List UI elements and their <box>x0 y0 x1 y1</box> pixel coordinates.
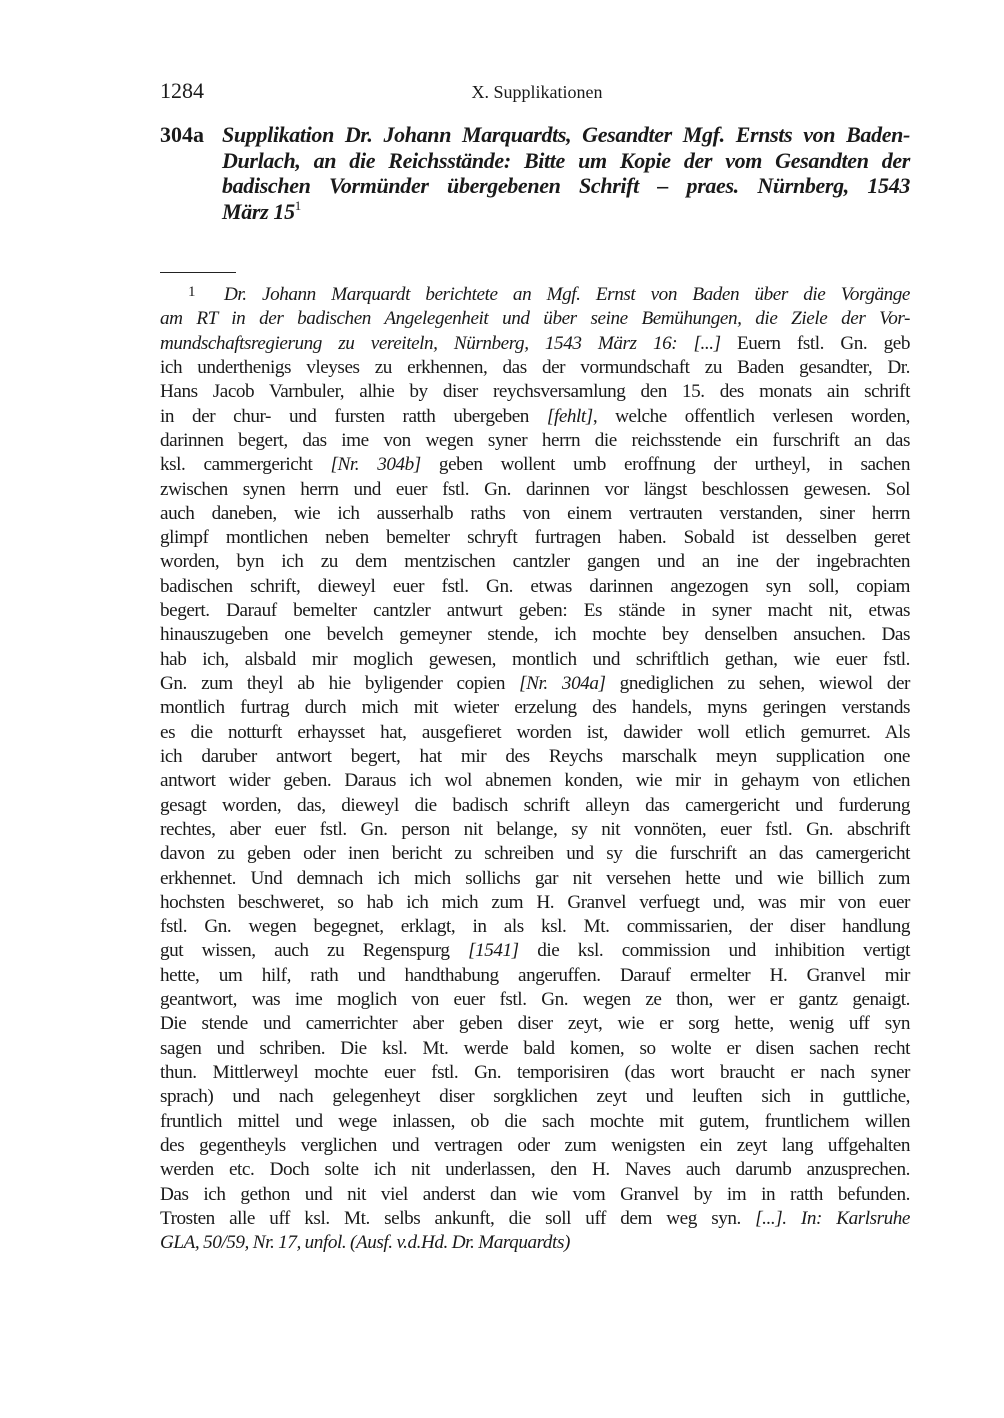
title-line: badischen Vormünder übergebenen Schrift – praes. Nürnberg, 1543 <box>222 173 910 199</box>
text: geantwort, was ime moglich von euer fstl. Gn. wegen ze thon, wer er gantz genaigt. <box>160 989 910 1011</box>
footnote-line <box>160 769 910 793</box>
text: ich daruber antwort begert, hat mir des Reychs marschalk meyn supplication one <box>160 745 910 767</box>
text: sagen und schriben. Die ksl. Mt. werde bald komen, so wolte er disen sachen recht <box>160 1037 910 1059</box>
italic-text: [fehlt] <box>546 405 593 427</box>
footnote-line <box>160 1085 910 1109</box>
footnote-line <box>160 891 910 915</box>
text: hochsten beschweret, so hab ich mich zum H. Granvel verfuegt und, was mir von euer <box>160 891 910 913</box>
footnote-line <box>160 453 910 477</box>
text: antwort wider geben. Daraus ich wol abnemen konden, wie mir in gehaym von etlichen <box>160 770 910 792</box>
footnote-line <box>160 915 910 939</box>
footnote-line <box>160 332 910 356</box>
text: montlich furtrag durch mich mit wieter erzelung des handels, myns geringen verstands <box>160 697 910 719</box>
footnote-separator <box>160 272 236 273</box>
text: werden etc. Doch solte ich nit underlassen, den H. Naves auch darumb anzusprechen. <box>160 1159 910 1181</box>
italic-text: [Nr. 304a] <box>519 673 606 694</box>
footnote-line <box>160 550 910 574</box>
italic-text: Dr. Johann Marquardt berichtete an Mgf. Ernst von Baden über die Vorgänge <box>224 284 910 305</box>
text: sprach) und nach gelegenheyt diser sorgklichen zeyt und leuften sich in guttliche, <box>160 1086 910 1108</box>
italic-text: [...]. In: Karlsruhe <box>755 1207 910 1229</box>
document-number: 304a <box>160 122 204 147</box>
text: , welche offentlich verlesen worden, <box>592 405 910 427</box>
footnote-line <box>160 842 910 866</box>
text: darinnen begert, das ime von wegen syner herrn die reichsstende ein furschrift an das <box>160 429 910 451</box>
text: die ksl. commission und inhibition vertigt <box>518 940 910 962</box>
text: Trosten alle uff ksl. Mt. selbs ankunft, die soll uff dem weg syn. <box>160 1207 756 1229</box>
text: Das ich gethon und nit viel anderst dan wie vom Granvel by im in ratth befunden. <box>160 1183 910 1205</box>
text: gesagt worden, das, dieweyl die badisch schrift alleyn das camergericht und furderung <box>160 794 910 816</box>
text: erkhennet. Und demnach ich mich sollichs gar nit versehen hette und wie billich zum <box>160 867 910 889</box>
italic-text: [Nr. 304b] <box>330 454 421 476</box>
footnote-number: 1 <box>188 284 196 300</box>
text: badischen schrift, dieweyl euer fstl. Gn. etwas darinnen angezogen syn soll, copiam <box>160 575 910 597</box>
text: davon zu geben oder inen bericht zu schreiben und sy die furschrift an das camergericht <box>160 843 910 865</box>
text: hette, um hilf, rath und handthabung angeruffen. Darauf ermelter H. Granvel mir <box>160 964 910 986</box>
footnote-line <box>160 1134 910 1158</box>
footnote-line <box>160 623 910 647</box>
italic-text: [1541] <box>468 940 519 962</box>
document-title <box>222 122 910 224</box>
footnote-line <box>160 672 910 696</box>
footnote-line <box>160 575 910 599</box>
text: begert. Darauf bemelter cantzler antwurt geben: Es stände in syner macht nit, etwas <box>160 600 910 622</box>
footnote-line <box>160 1231 910 1255</box>
footnote-line <box>160 478 910 502</box>
text: Die stende und camerrichter aber geben diser zeyt, wie er sorg hette, wenig uff syn <box>160 1013 910 1035</box>
title-line <box>222 199 910 225</box>
title-line-text: März 15 <box>222 198 295 224</box>
footnote-line <box>160 1061 910 1085</box>
footnote-line <box>160 280 910 307</box>
italic-text: GLA, 50/59, Nr. 17, unfol. (Ausf. v.d.Hd. Dr. Marquardts) <box>160 1232 570 1254</box>
footnote-line <box>160 648 910 672</box>
text: Gn. zum theyl ab hie byligender copien <box>160 673 520 694</box>
footnote-line <box>160 307 910 331</box>
text: glimpf montlichen neben bemelter schryft furtragen haben. Sobald ist desselben geret <box>160 527 910 549</box>
text: gut wissen, auch zu Regenspurg <box>160 940 469 962</box>
footnote-line <box>160 1110 910 1134</box>
footnote-line <box>160 867 910 891</box>
text: Hans Jacob Varnbuler, alhie by diser reychsversamlung den 15. des monats ain schrift <box>160 381 910 403</box>
footnote-reference[interactable]: 1 <box>294 197 301 213</box>
text: des gegentheyls verglichen und vertragen oder zum wenigsten ein zeyt lang uffgehalten <box>160 1134 910 1156</box>
footnote-line <box>160 1012 910 1036</box>
running-head: X. Supplikationen <box>471 82 603 102</box>
italic-text: mundschaftsregierung zu vereiteln, Nürnberg, 1543 März 16: [...] <box>160 332 721 354</box>
footnote-line <box>160 380 910 404</box>
footnote-line <box>160 794 910 818</box>
footnote-line <box>160 429 910 453</box>
footnote-line <box>160 526 910 550</box>
text: auch daneben, wie ich ausserhalb raths von einem vertrauten verstanden, siner herrn <box>160 502 910 524</box>
text: hinauszugeben one bevelch gemeyner stende, ich mochte bey denselben ansuchen. Das <box>160 624 910 646</box>
italic-text: am RT in der badischen Angelegenheit und über seine Bemühungen, die Ziele der Vor- <box>160 308 910 330</box>
text: worden, byn ich zu dem mentzischen cantzler gangen und an ine der ingebrachten <box>160 551 910 573</box>
footnote-line <box>160 964 910 988</box>
text: gnediglichen zu sehen, wiewol der <box>605 673 910 694</box>
footnote-line <box>160 939 910 963</box>
footnote-line <box>160 818 910 842</box>
text: Euern fstl. Gn. geb <box>720 332 910 354</box>
text: fstl. Gn. wegen begegnet, erklagt, in als ksl. Mt. commissarien, der diser handlung <box>160 916 910 938</box>
title-line: Supplikation Dr. Johann Marquardts, Gesandter Mgf. Ernsts von Baden- <box>222 122 910 147</box>
footnote-line <box>160 988 910 1012</box>
footnote-line <box>160 1183 910 1207</box>
footnote-line <box>160 405 910 429</box>
footnote-line <box>160 1158 910 1182</box>
text: thun. Mittlerweyl mochte euer fstl. Gn. temporisiren (das wort braucht er nach syner <box>160 1062 910 1083</box>
footnote-line <box>160 696 910 720</box>
footnote-line <box>160 599 910 623</box>
page-number: 1284 <box>160 78 204 103</box>
text: ksl. cammergericht <box>160 454 331 476</box>
footnote-line <box>160 356 910 380</box>
footnote <box>160 280 910 1256</box>
footnote-line <box>160 721 910 745</box>
text: geben wollent umb eroffnung der urtheyl, in sachen <box>420 454 910 476</box>
text: es die notturft erhaysset hat, ausgefieret worden ist, dawider woll etlich gemurret. Als <box>160 721 910 743</box>
text: fruntlich mittel und wege inlassen, ob die sach mochte mit gutem, fruntlichem willen <box>160 1110 910 1132</box>
text: hab ich, alsbald mir moglich gewesen, montlich und schriftlich gethan, wie euer fstl. <box>160 648 910 670</box>
footnote-line <box>160 1207 910 1231</box>
text: ich underthenigs vleyses zu erkhennen, das der vormundschaft zu Baden gesandter, Dr. <box>160 356 910 378</box>
footnote-line <box>160 1037 910 1061</box>
title-line: Durlach, an die Reichsstände: Bitte um Kopie der vom Gesandten der <box>222 147 910 173</box>
footnote-line <box>160 502 910 526</box>
text: in der chur- und fursten ratth ubergeben <box>160 405 547 427</box>
text: rechtes, aber euer fstl. Gn. person nit belange, sy nit vonnöten, euer fstl. Gn. abschrift <box>160 818 910 840</box>
text: zwischen synen herrn und euer fstl. Gn. darinnen vor längst beschlossen gewesen. Sol <box>160 478 910 500</box>
footnote-line <box>160 745 910 769</box>
